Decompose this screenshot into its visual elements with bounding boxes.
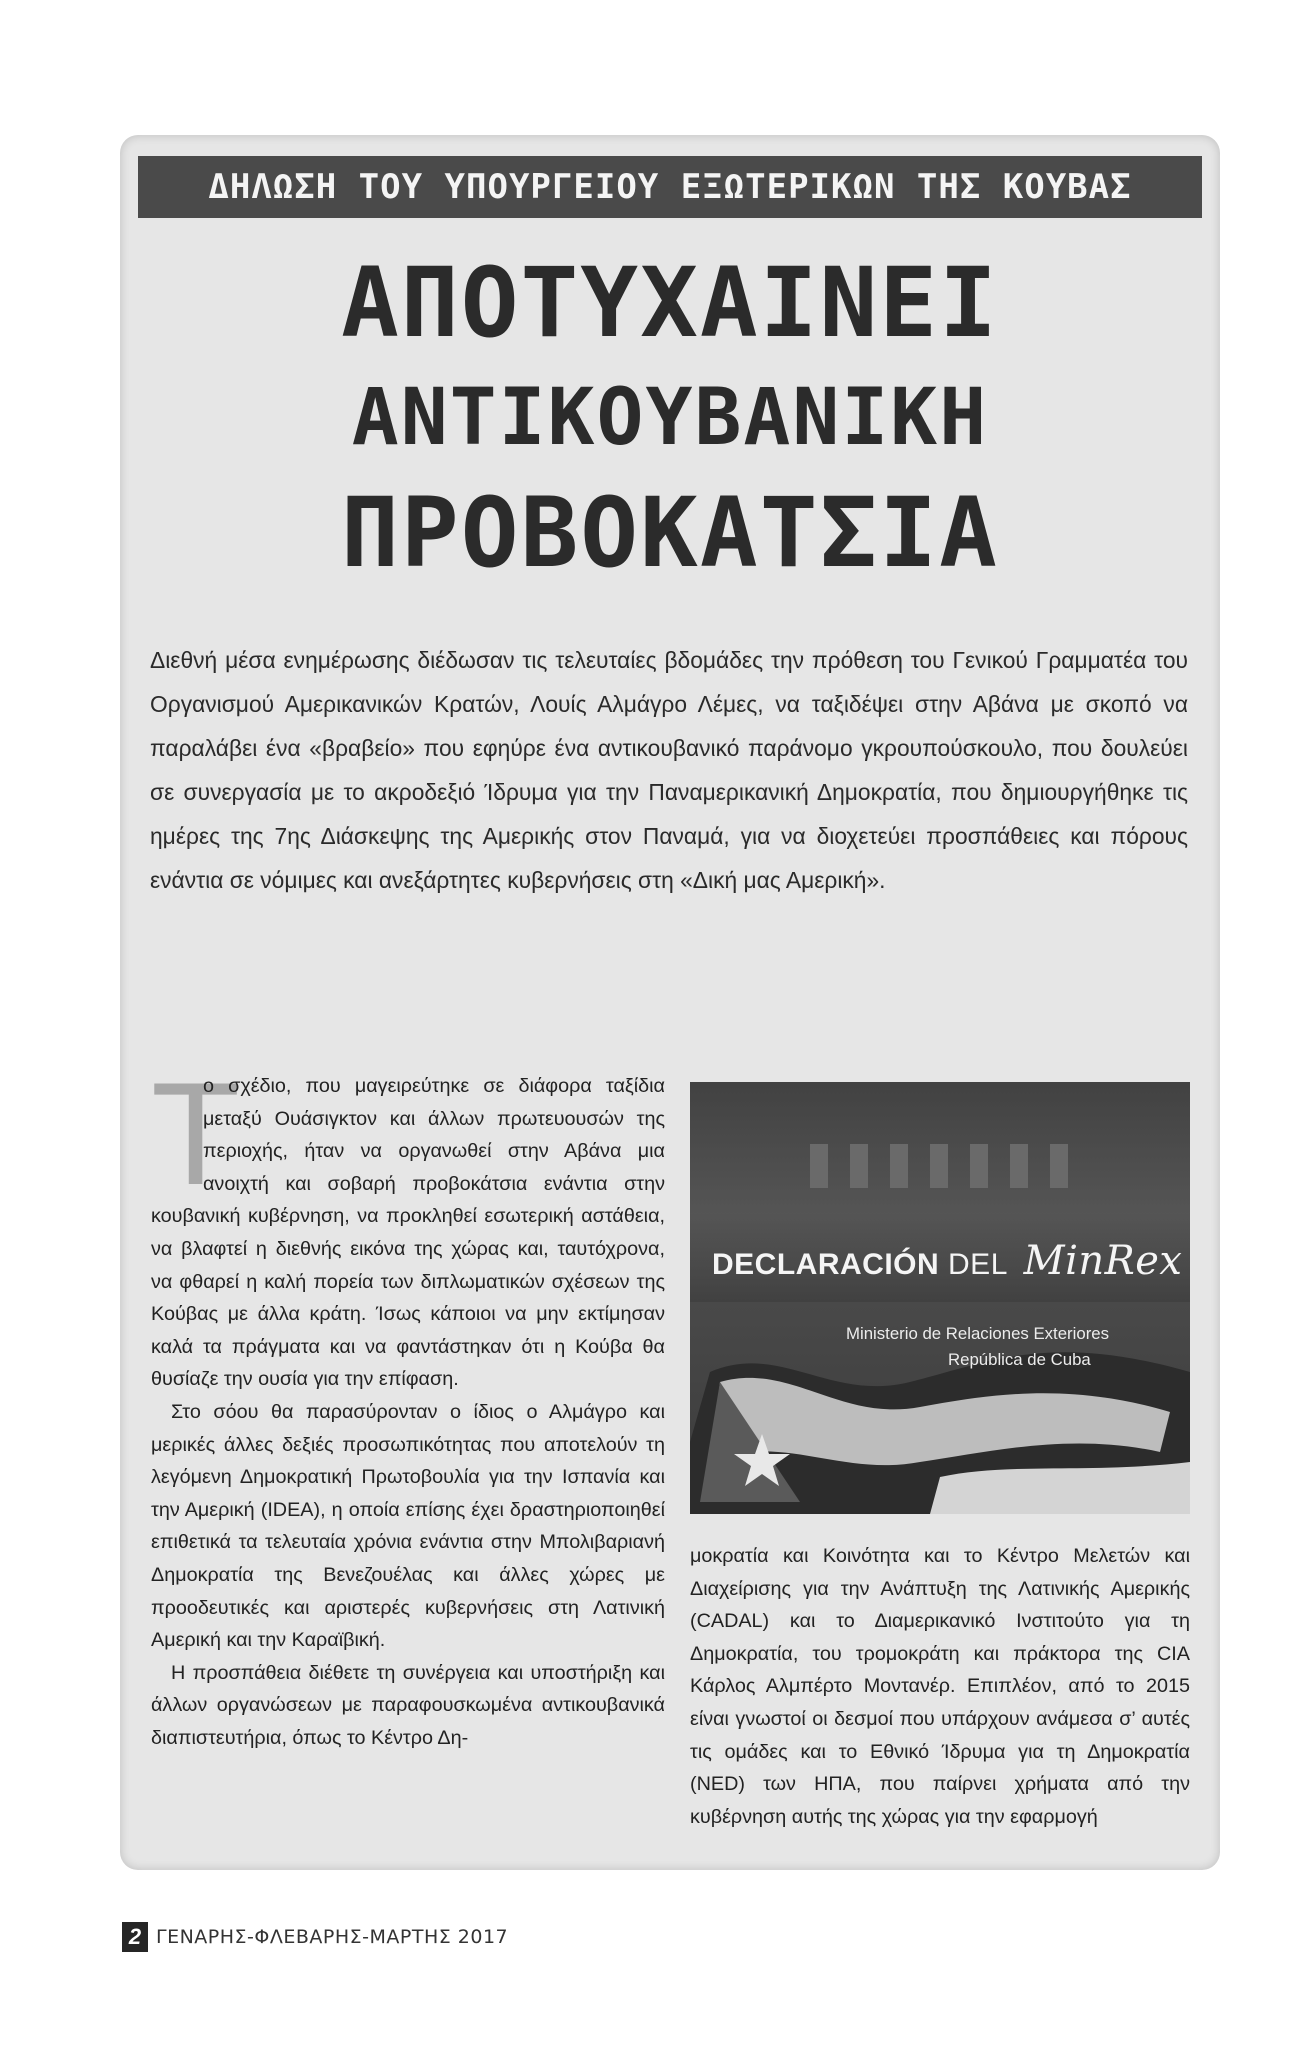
lead-paragraph: Διεθνή μέσα ενημέρωσης διέδωσαν τις τελευταίες βδομάδες την πρόθεση του Γενικού Γραμματέα του Οργανισμού Αμερικανικών Κρατών, Λουίς Αλμάγρο Λέμες, να ταξιδέψει στην Αβάνα με σκοπό να παραλάβει ένα «βραβείο» που εφηύρε ένα αντικουβανικό παράνομο γκρουπούσκουλο, που δουλεύει σε συνεργασία με το ακροδεξιό Ίδρυμα για την Παναμερικανική Δημοκρατία, που δημιουργήθηκε τις ημέρες της 7ης Διάσκεψης της Αμερικής στον Παναμά, για να διοχετεύει προσπάθειες και πόρους ενάντια σε νόμιμες και ανεξάρτητες κυβερνήσεις στη «Δική μας Αμερική». <box>150 647 1188 893</box>
minrex-signature: MinRex <box>1023 1238 1183 1284</box>
body-paragraph-3-continued: μοκρατία και Κοινότητα και το Κέντρο Μελετών και Διαχείρισης για την Ανάπτυξη της Λατινικής Αμερικής (CADAL) και το Διαμερικανικό Ινστιτούτο για τη Δημοκρατία, του τρομοκράτη και πράκτορα της CIA Κάρλος Αλμπέρτο Μοντανέρ. Επιπλέον, από το 2015 είναι γνωστοί οι δεσμοί που υπάρχουν ανάμεσα σ’ αυτές τις ομάδες και το Εθνικό Ίδρυμα για τη Δημοκρατία (NED) των ΗΠΑ, που παίρνει χρήματα από την κυβέρνηση αυτής της χώρας για την εφαρμογή <box>690 1545 1190 1828</box>
ministry-name: Ministerio de Relaciones Exteriores <box>846 1324 1110 1343</box>
body-column-right <box>690 1540 1190 1833</box>
page-number: 2 <box>122 1922 148 1952</box>
cuban-flag-graphic <box>690 1082 1190 1514</box>
kicker-text: ΔΗΛΩΣΗ ΤΟΥ ΥΠΟΥΡΓΕΙΟΥ ΕΞΩΤΕΡΙΚΩΝ ΤΗΣ ΚΟΥΒΑΣ <box>208 167 1132 207</box>
body-paragraph-1: ο σχέδιο, που μαγειρεύτηκε σε διάφορα ταξίδια μεταξύ Ουάσιγκτον και άλλων πρωτευουσών της περιοχής, ήταν να οργανωθεί στην Αβάνα μια ανοιχτή και σοβαρή προβοκάτσια ενάντια στην κουβανική κυβέρνηση, να προκληθεί εσωτερική αστάθεια, να βλαφτεί η διεθνής εικόνα της χώρας και, ταυτόχρονα, να φθαρεί η καλή πορεία των διπλωματικών σχέσεων της Κούβας με άλλα κράτη. Ίσως κάποιοι να μην εκτίμησαν καλά τα πράγματα και να φαντάστηκαν ότι η Κούβα θα θυσίαζε την ουσία για την επίφαση. <box>151 1075 665 1391</box>
body-paragraph-2: Στο σόου θα παρασύρονταν ο ίδιος ο Αλμάγρο και μερικές άλλες δεξιές προσωπικότητας που αποτελούν τη λεγόμενη Δημοκρατική Πρωτοβουλία για την Ισπανία και την Αμερική (IDEA), η οποία επίσης έχει δραστηριοποιηθεί επιθετικά τα τελευταία χρόνια ενάντια στην Μπολιβαριανή Δημοκρατία της Βενεζουέλας και άλλες χώρες με προοδευτικές και αριστερές κυβερνήσεις στη Λατινική Αμερική και την Καραϊβική. <box>151 1400 665 1652</box>
declaration-word: DECLARACIÓN <box>712 1248 940 1281</box>
del-word: DEL <box>948 1248 1007 1281</box>
body-paragraph-3-start: Η προσπάθεια διέθετε τη συνέργεια και υποστήριξη και άλλων οργανώσεων με παραφουσκωμένα αντικουβανικά διαπιστευτήρια, όπως το Κέντρο Δη- <box>151 1661 665 1749</box>
issue-date: ΓΕΝΑΡΗΣ-ΦΛΕΒΑΡΗΣ-ΜΑΡΤΗΣ 2017 <box>156 1926 509 1948</box>
page-footer <box>122 1920 508 1954</box>
body-column-left <box>151 1052 665 1754</box>
minrex-declaration-image <box>690 1082 1190 1514</box>
declaration-title <box>712 1238 1182 1284</box>
republic-name: República de Cuba <box>948 1350 1091 1369</box>
headline-line-2: ΑΝΤΙΚΟΥΒΑΝΙΚΗ <box>351 373 989 463</box>
headline-line-3: ΠΡΟΒΟΚΑΤΣΙΑ <box>341 477 999 589</box>
drop-cap: Τ <box>151 1052 241 1215</box>
section-kicker <box>138 156 1202 218</box>
headline-line-1: ΑΠΟΤΥΧΑΙΝΕΙ <box>341 247 999 359</box>
